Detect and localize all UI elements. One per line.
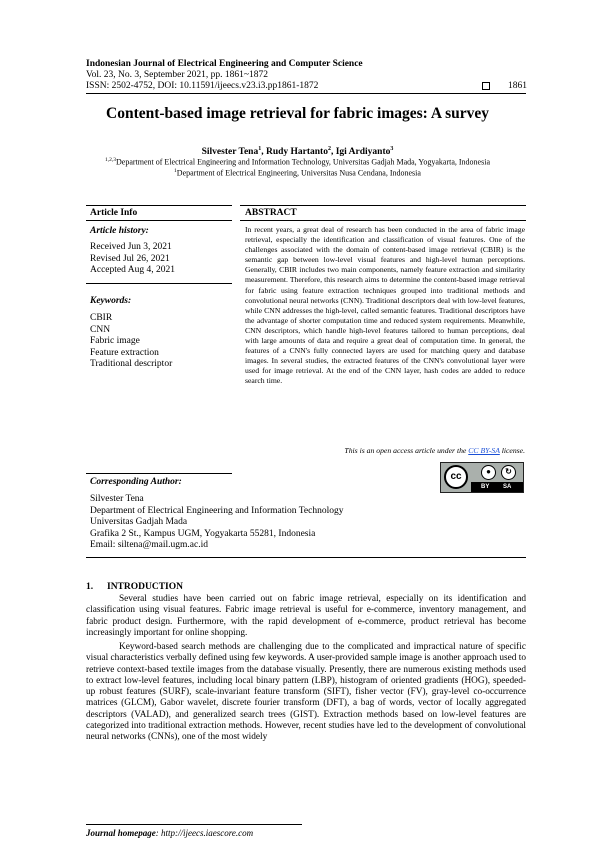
author-2-sup: 2 [327,146,331,152]
abstract-top-rule [240,205,526,206]
volume-info: Vol. 23, No. 3, September 2021, pp. 1861~1872 [86,70,269,80]
affiliation-2 [0,168,595,178]
corresponding-univ: Universitas Gadjah Mada [90,517,188,527]
history-accepted: Accepted Aug 4, 2021 [90,265,175,275]
cc-by-sa-badge[interactable] [440,462,524,493]
author-list [0,146,595,157]
article-info-top-rule [86,205,232,206]
license-suffix: license. [499,446,525,455]
affiliation-1-sup: 1,2,3 [105,157,116,163]
corresponding-email: Email: siltena@mail.ugm.ac.id [90,540,208,550]
history-rule [86,283,232,284]
square-icon [482,82,490,90]
keywords-list [90,313,172,371]
paper-title: Content-based image retrieval for fabric images: A survey [106,105,489,122]
issn-doi: ISSN: 2502-4752, DOI: 10.11591/ijeecs.v23.i3.pp1861-1872 [86,81,319,91]
section-number: 1. [86,582,94,592]
corresponding-dept: Department of Electrical Engineering and Information Technology [90,505,344,516]
abstract-text: In recent years, a great deal of research has been conducted in the area of fabric image retrieval, especially the identification and classification of visual features. One of the challenges associated with the domain of content-based image retrieval (CBIR) is the semantic gap between low-level visual features and high-level human perceptions. Generally, CBIR includes two main components, namely feature extraction and similarity measurement. Therefore, this research aims to determine the content-based image retrieval for fabric using feature extraction techniques grouped into traditional methods and convolutional neural networks (CNN). Traditional descriptors deal with low-level features, while CNN addresses the high-level, called semantic features. Traditional descriptors have the advantage of shorter computation time and reduced system requirements. Meanwhile, CNN descriptors, which handle high-level features tailored to human perceptions, deal with large amounts of data and require a great deal of computation time. In general, the features of a CNN's fully connected layers are used for matching query and database images. In several studies, the extracted features of the CNN's convolutional layer were used for image retrieval. At the end of the CNN layer, hash codes are added to reduce search time. [245,225,525,386]
cc-label-strip [471,482,523,492]
sa-label: SA [503,484,512,490]
keywords-heading: Keywords: [90,296,132,306]
page-number: 1861 [508,81,527,91]
attribution-icon: ● [481,465,496,480]
keyword: CNN [90,324,111,335]
history-revised: Revised Jul 26, 2021 [90,253,170,264]
author-1: Silvester Tena [201,147,259,158]
corresponding-top-rule [86,473,232,474]
affiliation-2-sup: 1 [174,168,177,174]
license-link[interactable]: CC BY-SA [468,446,500,455]
author-sep-1: , [261,147,266,158]
affiliation-1-text: Department of Electrical Engineering and Information Technology, Universitas Gadjah Mada, Yogyakarta, Indonesia [116,157,490,167]
author-2: Rudy Hartanto [265,147,328,158]
affiliation-1 [0,157,595,167]
keyword: Fabric image [90,336,140,346]
front-matter-bottom-rule [86,557,526,558]
homepage-url: : http://ijeecs.iaescore.com [155,828,254,838]
article-info-sub-rule [86,220,232,221]
license-prefix: This is an open access article under the [344,446,469,455]
cc-icon: cc [444,465,468,489]
abstract-sub-rule [240,220,526,221]
header-rule [86,93,526,94]
corresponding-heading: Corresponding Author: [90,477,182,487]
author-3-sup: 3 [390,146,394,152]
intro-paragraph-1: Several studies have been carried out on fabric image retrieval, especially on its identification and classification using visual features. Fabric image retrieval is useful for e-commerce, inventory management, and fabric product design. Furthermore, with the rapid development of e-commerce, product retrieval has become increasingly important for online shopping. [86,594,526,638]
history-heading: Article history: [90,226,149,236]
article-info-heading: Article Info [90,208,138,218]
history-list [90,242,175,277]
author-1-sup: 1 [258,146,262,152]
journal-name: Indonesian Journal of Electrical Engineering and Computer Science [86,59,363,69]
section-heading: INTRODUCTION [107,582,184,592]
author-sep-2: , [330,147,336,158]
corresponding-block [90,494,343,552]
intro-paragraph-2: Keyword-based search methods are challenging due to the complicated and impractical nature of specific visual characteristics verbally defined using few keywords. A user-provided sample image is another approach used to retrieve context-based textile images from the database visually. Presently, there are numerous existing methods used to extract low-level features, including local binary pattern (LBP), histogram of oriented gradients (HOG), speeded-up robust features (SURF), scale-invariant feature transform (SIFT), fisher vector (FV), gray-level co-occurrence matrices (GLCM), Gabor wavelet, discrete fourier transform (DFT), a bag of words, vector of locally aggregated descriptors (VALAD), and generalized search trees (GIST). Extraction methods based on low-level features are categorized into traditional extraction methods. However, recent studies have led to the development of convolutional neural networks (CNNs), one of the most widely [86,642,526,743]
footer-rule [86,824,302,825]
keyword: Feature extraction [90,347,159,358]
corresponding-name: Silvester Tena [90,494,144,504]
journal-homepage[interactable] [86,828,253,838]
keyword: CBIR [90,313,113,323]
abstract-heading: ABSTRACT [245,208,297,218]
corresponding-address: Grafika 2 St., Kampus UGM, Yogyakarta 55281, Indonesia [90,528,316,539]
by-label: BY [481,484,490,490]
history-received: Received Jun 3, 2021 [90,242,172,252]
license-line [245,446,525,455]
homepage-label: Journal homepage [86,828,156,838]
affiliation-2-text: Department of Electrical Engineering, Universitas Nusa Cendana, Indonesia [176,168,421,178]
keyword: Traditional descriptor [90,359,173,369]
share-alike-icon: ↻ [501,465,516,480]
author-3: Igi Ardiyanto [335,147,391,158]
